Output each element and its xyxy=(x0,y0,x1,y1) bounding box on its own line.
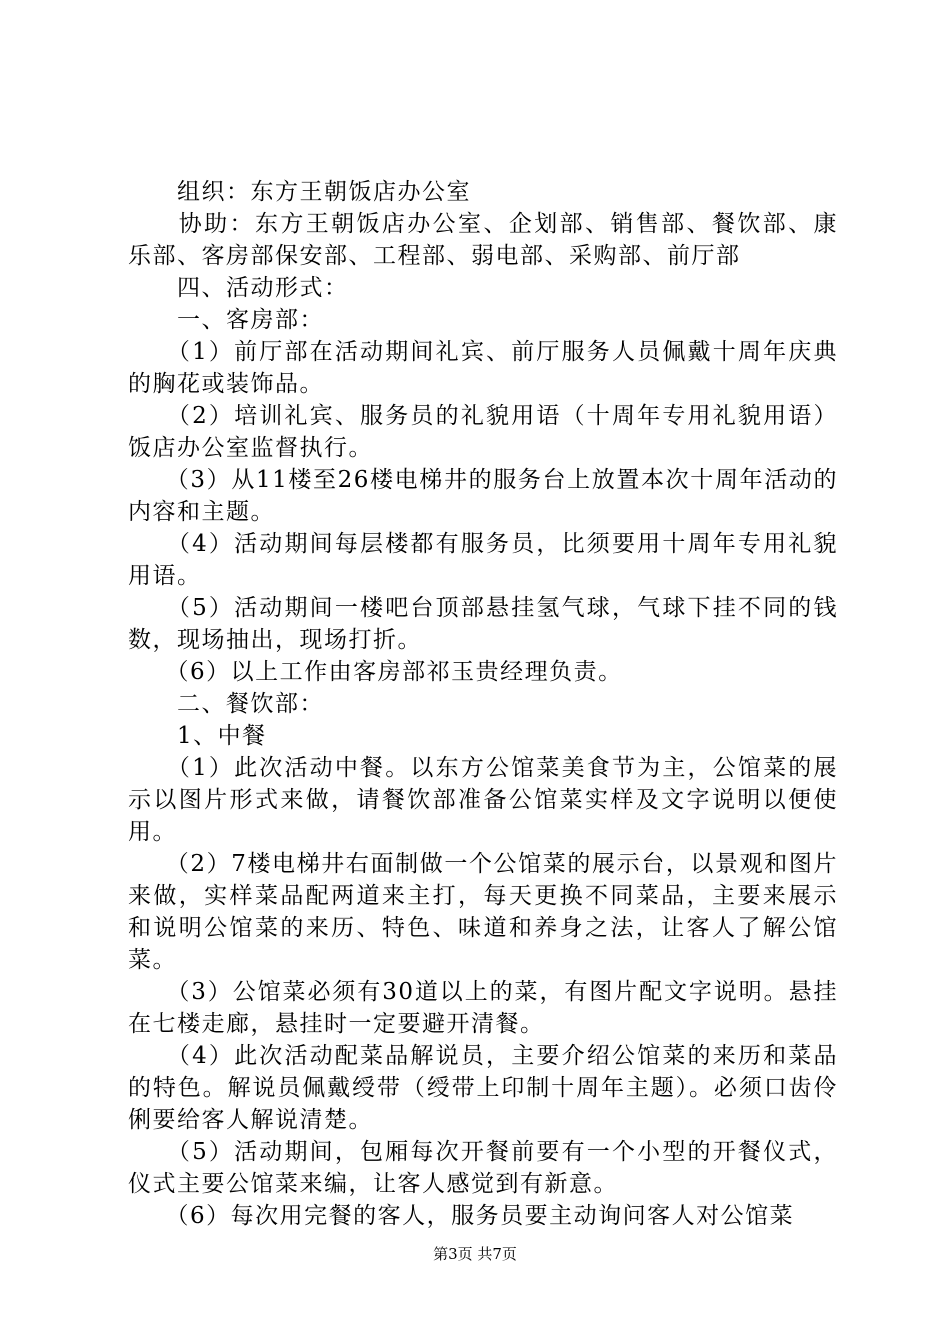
paragraph: （4）此次活动配菜品解说员，主要介绍公馆菜的来历和菜品的特色。解说员佩戴绶带（绶带上印制十周年主题）。必须口齿伶俐要给客人解说清楚。 xyxy=(128,1043,838,1133)
paragraph: 组织：东方王朝饭店办公室 xyxy=(128,179,471,205)
section-heading: 一、客房部： xyxy=(128,307,324,333)
paragraph: （2）培训礼宾、服务员的礼貌用语（十周年专用礼貌用语）饭店办公室监督执行。 xyxy=(128,403,838,461)
paragraph: （4）活动期间每层楼都有服务员，比须要用十周年专用礼貌用语。 xyxy=(128,531,838,589)
document-body xyxy=(128,176,838,1232)
paragraph: （3）公馆菜必须有30道以上的菜，有图片配文字说明。悬挂在七楼走廊，悬挂时一定要避开清餐。 xyxy=(128,979,838,1037)
section-heading: 四、活动形式： xyxy=(128,275,349,301)
page-number: 第3页 共7页 xyxy=(433,1245,517,1263)
paragraph: （5）活动期间，包厢每次开餐前要有一个小型的开餐仪式，仪式主要公馆菜来编，让客人感觉到有新意。 xyxy=(128,1139,838,1197)
paragraph: （6）以上工作由客房部祁玉贵经理负责。 xyxy=(128,659,623,685)
paragraph: （5）活动期间一楼吧台顶部悬挂氢气球，气球下挂不同的钱数，现场抽出，现场打折。 xyxy=(128,595,838,653)
section-heading: 二、餐饮部： xyxy=(128,691,324,717)
sub-heading: 1、中餐 xyxy=(128,723,267,749)
paragraph: （1）此次活动中餐。以东方公馆菜美食节为主，公馆菜的展示以图片形式来做，请餐饮部准备公馆菜实样及文字说明以便使用。 xyxy=(128,755,838,845)
paragraph: （1）前厅部在活动期间礼宾、前厅服务人员佩戴十周年庆典的胸花或装饰品。 xyxy=(128,339,838,397)
paragraph: 协助：东方王朝饭店办公室、企划部、销售部、餐饮部、康乐部、客房部保安部、工程部、弱电部、采购部、前厅部 xyxy=(128,211,838,269)
paragraph: （3）从11楼至26楼电梯井的服务台上放置本次十周年活动的内容和主题。 xyxy=(128,467,838,525)
paragraph: （2）7楼电梯井右面制做一个公馆菜的展示台，以景观和图片来做，实样菜品配两道来主打，每天更换不同菜品，主要来展示和说明公馆菜的来历、特色、味道和养身之法，让客人了解公馆菜。 xyxy=(128,851,838,973)
paragraph: （6）每次用完餐的客人，服务员要主动询问客人对公馆菜 xyxy=(128,1203,795,1229)
